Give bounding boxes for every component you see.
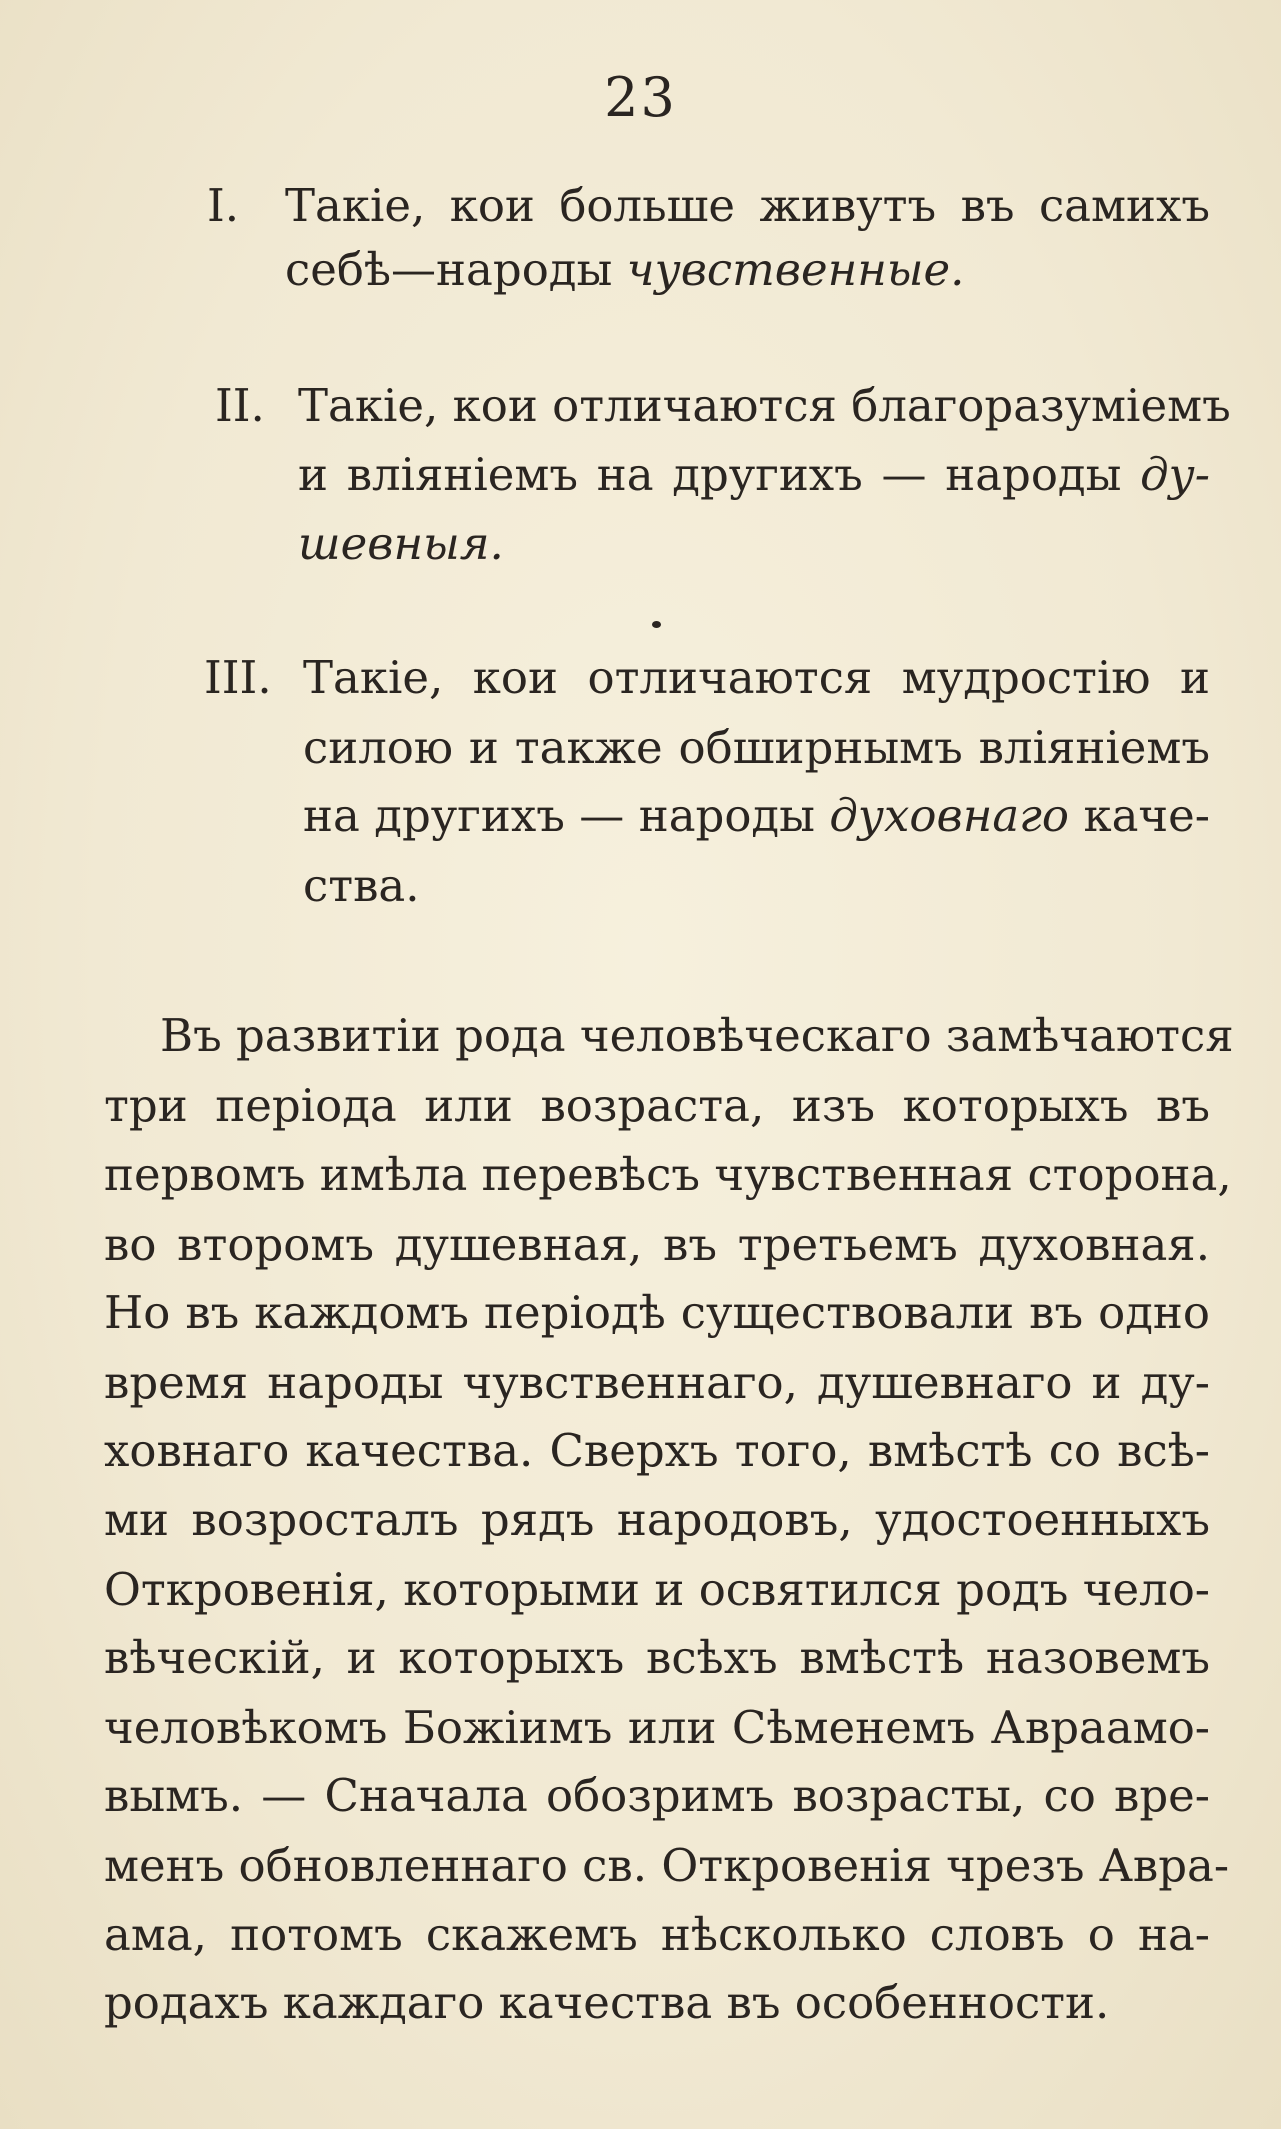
item-1-line-2: себѣ—народы чувственные. xyxy=(285,243,965,296)
item-1-emphasis: чувственные. xyxy=(626,243,965,296)
item-3-line-3: на другихъ — народы духовнаго каче- xyxy=(303,789,1210,842)
paragraph-line-2: три періода или возраста, изъ которыхъ въ xyxy=(104,1079,1210,1132)
item-numeral-2: II. xyxy=(215,379,265,432)
item-2-emphasis-a: ду- xyxy=(1140,448,1210,501)
item-3-line-2: силою и также обширнымъ вліяніемъ xyxy=(303,721,1210,774)
item-3-line-1: Такіе, кои отличаются мудростію и xyxy=(303,651,1210,704)
page-number: 23 xyxy=(604,66,677,129)
item-1-line-1: Такіе, кои больше живутъ въ самихъ xyxy=(285,179,1210,232)
item-2-emphasis-b: шевныя. xyxy=(298,517,504,570)
stray-mark xyxy=(652,621,661,628)
paragraph-line-13: менъ обновленнаго св. Откровенія чрезъ Авра- xyxy=(104,1839,1230,1892)
paragraph-line-15: родахъ каждаго качества въ особенности. xyxy=(104,1976,1110,2029)
paragraph-line-7: ховнаго качества. Сверхъ того, вмѣстѣ со всѣ- xyxy=(104,1424,1210,1477)
paragraph-line-11: человѣкомъ Божіимъ или Сѣменемъ Авраамо- xyxy=(104,1701,1210,1754)
paragraph-line-12: вымъ. — Сначала обозримъ возрасты, со вре- xyxy=(104,1769,1210,1822)
paragraph-line-10: вѣческій, и которыхъ всѣхъ вмѣстѣ назовемъ xyxy=(104,1631,1210,1684)
paragraph-line-8: ми возросталъ рядъ народовъ, удостоенныхъ xyxy=(104,1493,1210,1546)
paragraph-line-3: первомъ имѣла перевѣсъ чувственная сторона, xyxy=(104,1148,1232,1201)
item-2-line-2: и вліяніемъ на другихъ — народы ду- xyxy=(298,448,1210,501)
paragraph-line-9: Откровенія, которыми и освятился родъ чело- xyxy=(104,1563,1210,1616)
item-3-emphasis: духовнаго xyxy=(829,789,1069,842)
paragraph-line-1: Въ развитіи рода человѣческаго замѣчаются xyxy=(160,1009,1234,1062)
item-numeral-3: III. xyxy=(204,651,272,704)
paragraph-line-4: во второмъ душевная, въ третьемъ духовная. xyxy=(104,1218,1210,1271)
paragraph-line-5: Но въ каждомъ періодѣ существовали въ одно xyxy=(104,1286,1210,1339)
paragraph-line-14: ама, потомъ скажемъ нѣсколько словъ о на- xyxy=(104,1908,1210,1961)
paragraph-line-6: время народы чувственнаго, душевнаго и ду- xyxy=(104,1356,1210,1409)
item-3-line-4: ства. xyxy=(303,859,420,912)
item-numeral-1: I. xyxy=(207,179,240,232)
item-2-line-3 xyxy=(298,517,504,570)
item-2-line-1: Такіе, кои отличаются благоразуміемъ xyxy=(298,379,1231,432)
